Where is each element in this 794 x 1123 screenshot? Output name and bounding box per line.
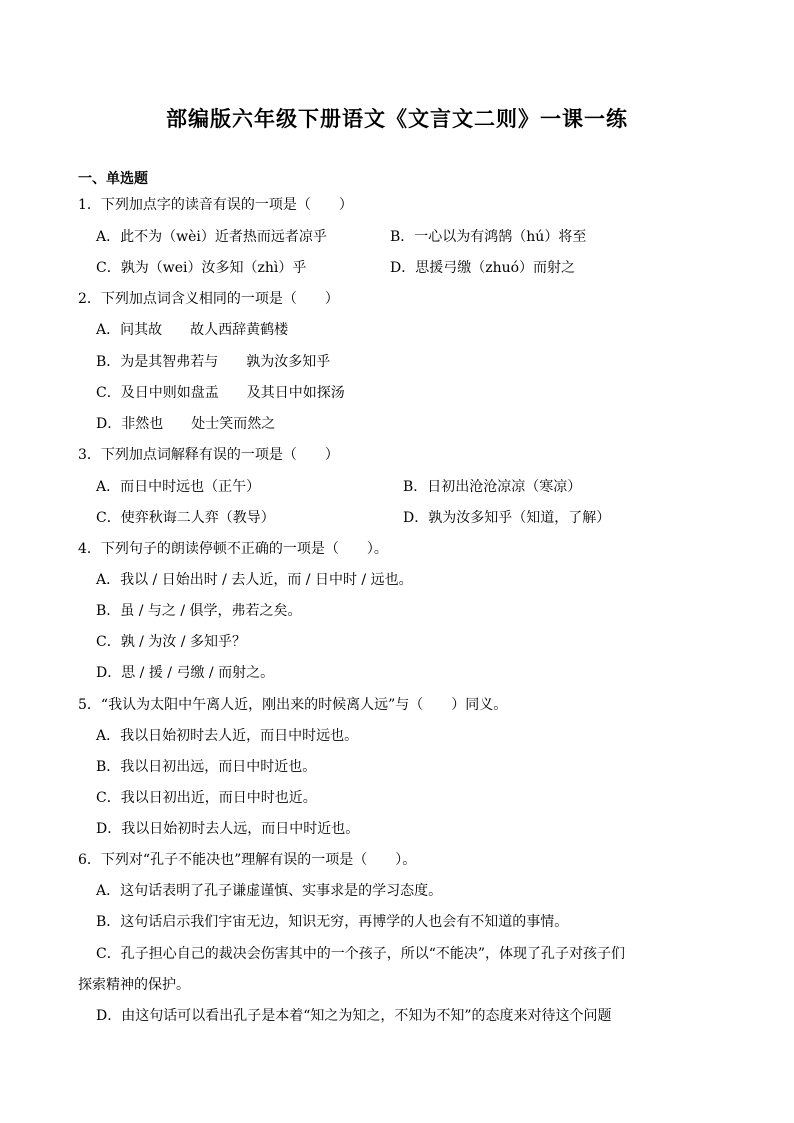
question-3-option-d: D．孰为汝多知乎（知道，了解） <box>403 510 611 526</box>
question-1-option-c: C．孰为（wei）汝多知（zhì）乎 <box>96 260 307 276</box>
question-6-option-d: D．由这句话可以看出孔子是本着“知之为知之，不知为不知”的态度来对待这个问题 <box>96 1008 612 1024</box>
question-3-option-b: B．日初出沧沧凉凉（寒凉） <box>403 479 582 495</box>
question-stem-2: 2．下列加点词含义相同的一项是（ ） <box>78 291 339 307</box>
question-2-option-c: C．及日中则如盘盂 及其日中如探汤 <box>96 385 345 401</box>
question-5-option-c: C．我以日初出近，而日中时也近。 <box>96 790 317 806</box>
question-5-option-a: A．我以日始初时去人近，而日中时远也。 <box>96 728 359 744</box>
question-1-option-d: D．思援弓缴（zhuó）而射之 <box>390 260 576 276</box>
question-stem-6: 6．下列对“孔子不能决也”理解有误的一项是（ ）。 <box>78 852 417 868</box>
question-2-option-d: D．非然也 处士笑而然之 <box>96 416 276 432</box>
question-3-option-c: C．使弈秋诲二人弈（教导） <box>96 510 275 526</box>
section-heading: 一、单选题 <box>78 171 148 187</box>
question-4-option-b: B．虽 / 与之 / 俱学，弗若之矣。 <box>96 603 302 619</box>
question-1-option-a: A．此不为（wèi）近者热而远者凉乎 <box>96 229 327 245</box>
question-2-option-a: A．问其故 故人西辞黄鹤楼 <box>96 322 289 338</box>
question-stem-5: 5．“我认为太阳中午离人近，刚出来的时候离人远”与（ ）同义。 <box>78 697 508 713</box>
page-title: 部编版六年级下册语文《文言文二则》一课一练 <box>166 106 628 131</box>
question-4-option-a: A．我以 / 日始出时 / 去人近，而 / 日中时 / 远也。 <box>96 572 413 588</box>
question-3-option-a: A．而日中时远也（正午） <box>96 479 261 495</box>
question-5-option-b: B．我以日初出远，而日中时近也。 <box>96 759 317 775</box>
question-6-option-b: B．这句话启示我们宇宙无边，知识无穷，再博学的人也会有不知道的事情。 <box>96 914 569 930</box>
question-1-option-b: B．一心以为有鸿鹄（hú）将至 <box>390 229 587 245</box>
question-stem-3: 3．下列加点词解释有误的一项是（ ） <box>78 447 339 463</box>
question-6-option-a: A．这句话表明了孔子谦虚谨慎、实事求是的学习态度。 <box>96 883 443 899</box>
question-2-option-b: B．为是其智弗若与 孰为汝多知乎 <box>96 354 331 370</box>
question-6-option-c-continuation: 探索精神的保护。 <box>78 977 190 993</box>
question-4-option-c: C．孰 / 为汝 / 多知乎？ <box>96 634 246 650</box>
question-5-option-d: D．我以日始初时去人远，而日中时近也。 <box>96 821 360 837</box>
question-4-option-d: D．思 / 援 / 弓缴 / 而射之。 <box>96 665 275 681</box>
question-6-option-c: C．孔子担心自己的裁决会伤害其中的一个孩子，所以“不能决”，体现了孔子对孩子们 <box>96 946 626 962</box>
question-stem-4: 4．下列句子的朗读停顿不正确的一项是（ ）。 <box>78 541 388 557</box>
question-stem-1: 1．下列加点字的读音有误的一项是（ ） <box>78 197 353 213</box>
